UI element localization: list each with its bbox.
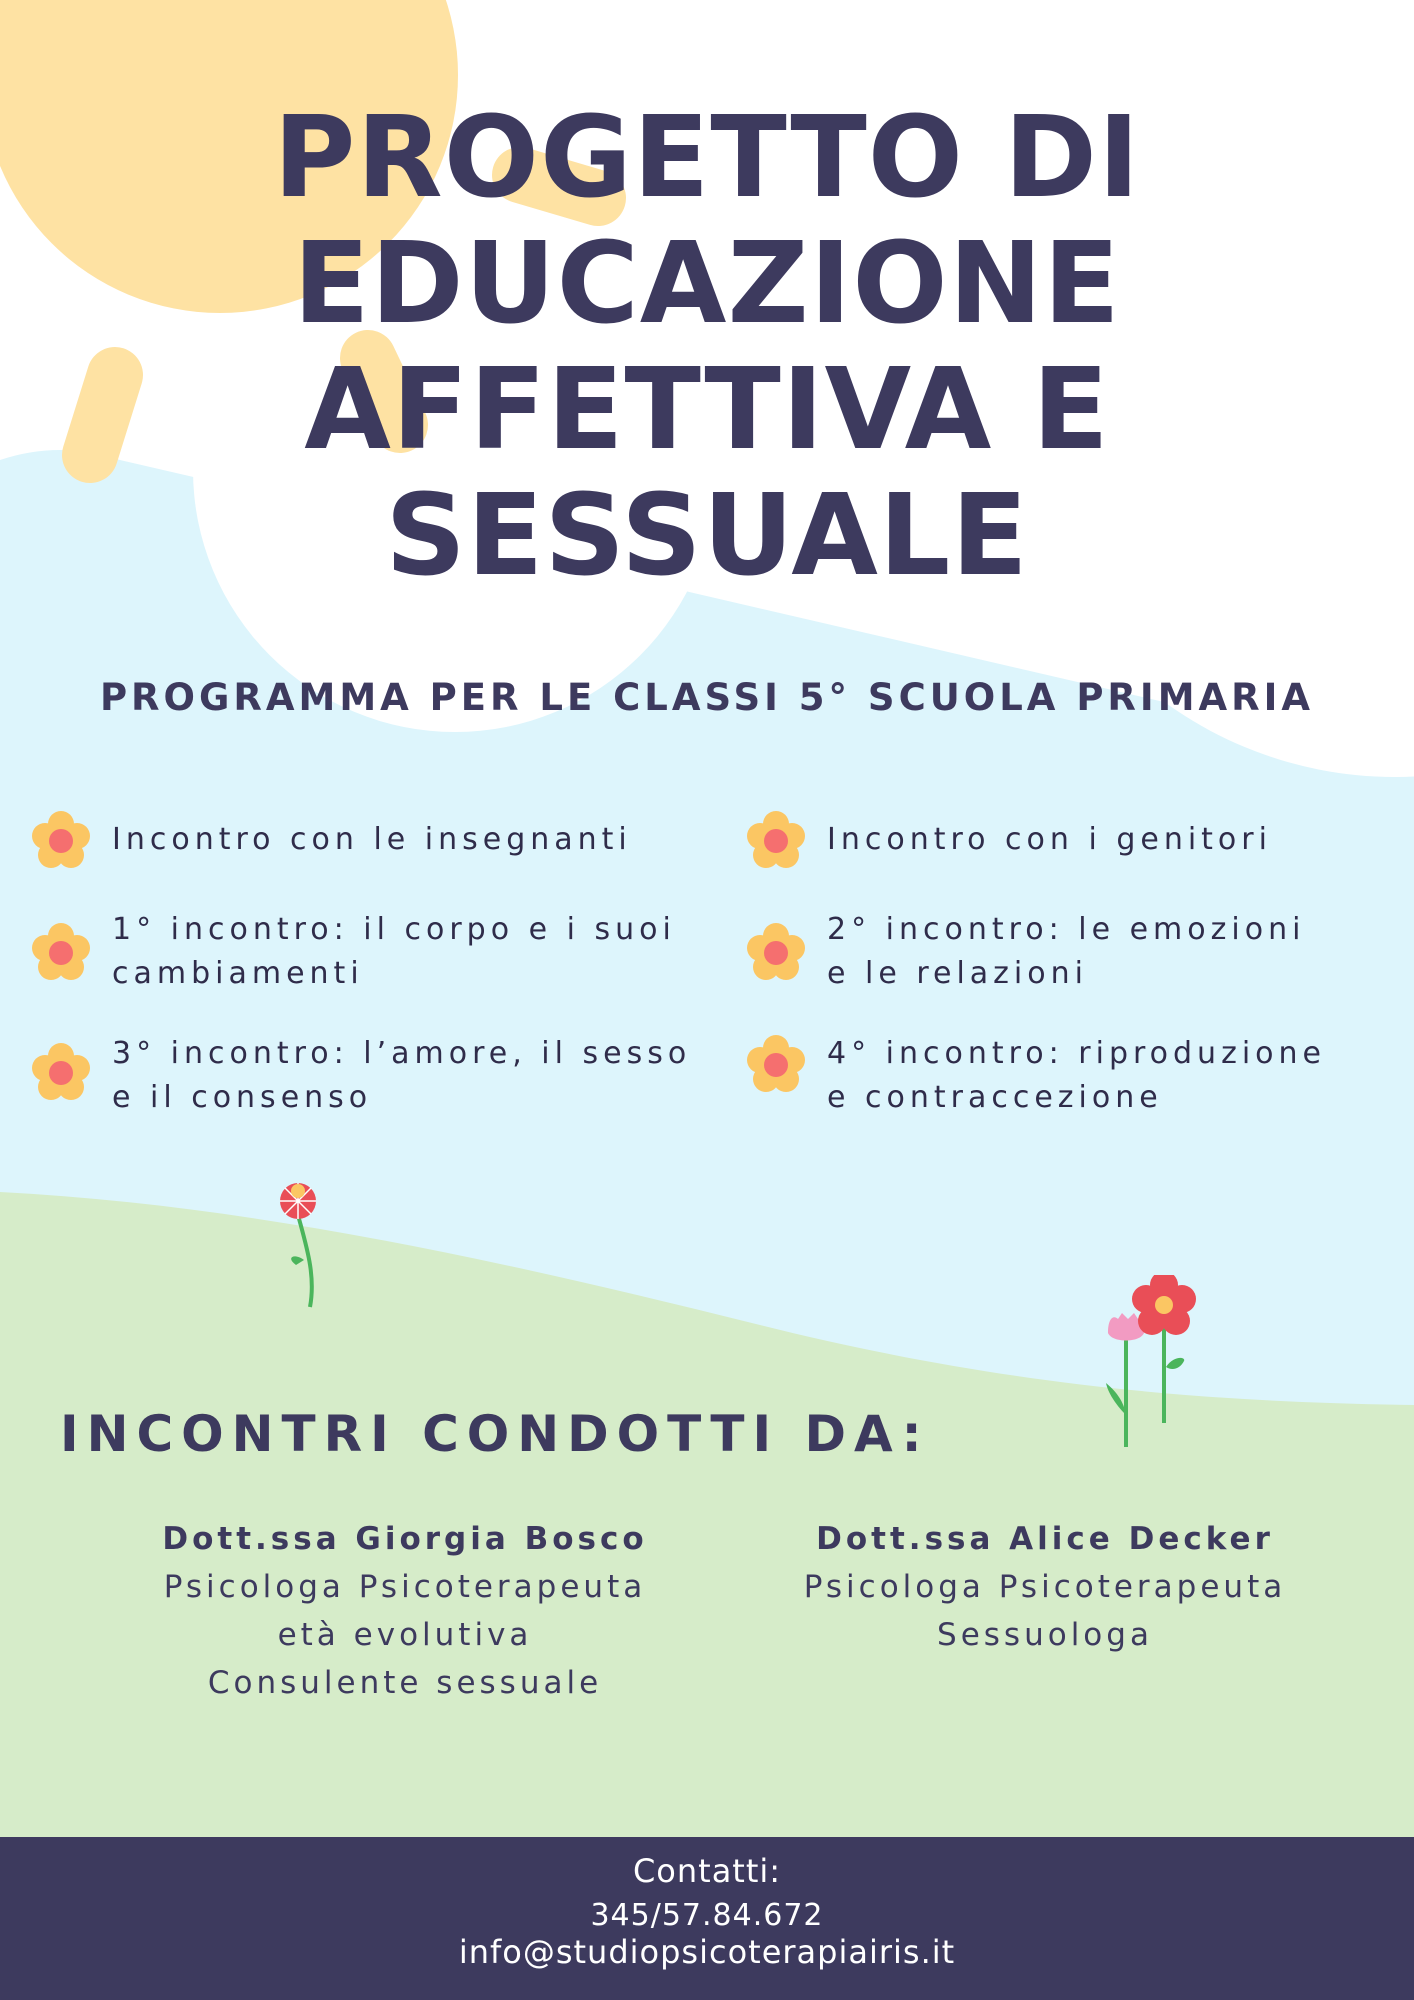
item-text: 4° incontro: riproduzione e contraccezione (827, 1036, 1326, 1115)
list-item (28, 908, 688, 996)
item-text: 1° incontro: il corpo e i suoi cambiamenti (112, 912, 676, 991)
flower-icon (28, 920, 94, 986)
doctor-name: Dott.ssa Alice Decker (816, 1521, 1274, 1557)
conducted-heading: INCONTRI CONDOTTI DA: (60, 1405, 930, 1463)
list-item (743, 908, 1343, 996)
list-item (28, 1032, 708, 1120)
doctor-card (85, 1515, 725, 1707)
flower-icon (743, 920, 809, 986)
poster-title (200, 95, 1214, 599)
subtitle: PROGRAMMA PER LE CLASSI 5° SCUOLA PRIMARIA (99, 676, 1315, 719)
title-line: AFFETTIVA E (304, 345, 1110, 475)
list-item (28, 806, 688, 874)
item-text: 2° incontro: le emozioni e le relazioni (827, 912, 1306, 991)
doctor-role: Sessuologa (937, 1617, 1153, 1653)
item-text: 3° incontro: l’amore, il sesso e il consenso (112, 1036, 692, 1115)
contacts-label: Contatti: (632, 1852, 782, 1890)
list-item (743, 1032, 1363, 1120)
list-item (743, 806, 1343, 874)
doctor-role: Psicologa Psicoterapeuta (163, 1569, 647, 1605)
title-line: PROGETTO DI (273, 93, 1141, 223)
flower-icon (28, 1040, 94, 1106)
doctor-name: Dott.ssa Giorgia Bosco (162, 1521, 648, 1557)
doctor-card (735, 1515, 1355, 1659)
doctor-role: Psicologa Psicoterapeuta (803, 1569, 1287, 1605)
doctor-role: Consulente sessuale (207, 1665, 603, 1701)
tulip-icon (1096, 1275, 1206, 1450)
flower-icon (743, 1032, 809, 1098)
title-line: SESSUALE (385, 471, 1029, 601)
item-text: Incontro con le insegnanti (112, 822, 632, 857)
flower-icon (743, 808, 809, 874)
contacts-email[interactable]: info@studiopsicoterapiairis.it (458, 1933, 956, 1971)
flower-icon (28, 808, 94, 874)
contacts-footer (0, 1837, 1414, 2000)
contacts-phone[interactable]: 345/57.84.672 (590, 1898, 824, 1933)
title-line: EDUCAZIONE (293, 219, 1121, 349)
doctor-role: età evolutiva (277, 1617, 533, 1653)
item-text: Incontro con i genitori (827, 822, 1272, 857)
daisy-icon (260, 1175, 340, 1315)
